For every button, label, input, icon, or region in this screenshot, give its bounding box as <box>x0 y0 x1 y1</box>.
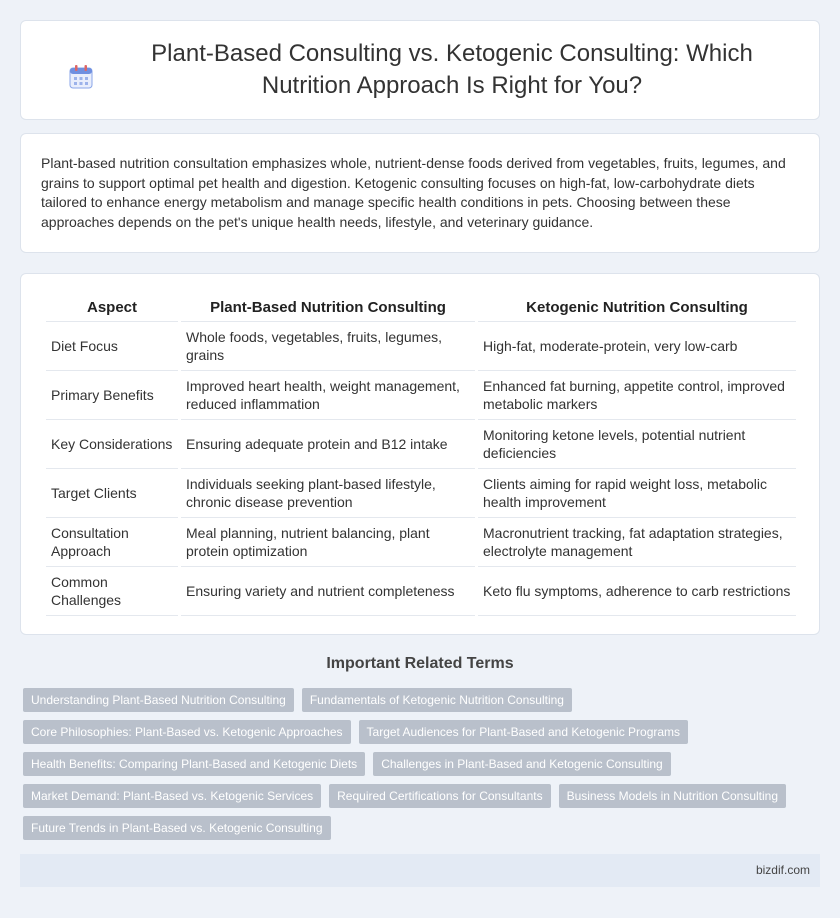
comparison-table-card <box>20 273 820 635</box>
related-term-tag[interactable]: Future Trends in Plant-Based vs. Ketogenic Consulting <box>23 816 331 840</box>
related-term-tag[interactable]: Understanding Plant-Based Nutrition Consulting <box>23 688 294 712</box>
table-cell: Ensuring variety and nutrient completeness <box>181 567 475 616</box>
related-term-tag[interactable]: Business Models in Nutrition Consulting <box>559 784 786 808</box>
table-row <box>46 567 796 616</box>
intro-card <box>20 133 820 253</box>
table-row <box>46 371 796 420</box>
table-row <box>46 469 796 518</box>
table-cell: Common Challenges <box>46 567 178 616</box>
table-cell: Whole foods, vegetables, fruits, legumes, grains <box>181 322 475 371</box>
related-term-tag[interactable]: Fundamentals of Ketogenic Nutrition Consulting <box>302 688 572 712</box>
related-term-tag[interactable]: Market Demand: Plant-Based vs. Ketogenic Services <box>23 784 321 808</box>
column-header: Plant-Based Nutrition Consulting <box>181 296 475 322</box>
table-row <box>46 420 796 469</box>
table-cell: Individuals seeking plant-based lifestyle, chronic disease prevention <box>181 469 475 518</box>
intro-paragraph: Plant-based nutrition consultation emphasizes whole, nutrient-dense foods derived from vegetables, fruits, legumes, and grains to support optimal pet health and digestion. Ketogenic consulting focuses on high-fat, low-carbohydrate diets tailored to enhance energy metabolism and manage specific health conditions in pets. Choosing between these approaches depends on the pet's unique health needs, lifestyle, and veterinary guidance. <box>41 155 786 230</box>
page-title: Plant-Based Consulting vs. Ketogenic Consulting: Which Nutrition Approach Is Right for You? <box>151 40 753 99</box>
related-term-tag[interactable]: Target Audiences for Plant-Based and Ketogenic Programs <box>359 720 689 744</box>
related-terms-list <box>23 688 813 848</box>
table-cell: Key Considerations <box>46 420 178 469</box>
column-header: Ketogenic Nutrition Consulting <box>478 296 796 322</box>
table-cell: Improved heart health, weight management, reduced inflammation <box>181 371 475 420</box>
comparison-table <box>43 296 799 616</box>
header-card <box>20 20 820 120</box>
table-cell: Meal planning, nutrient balancing, plant protein optimization <box>181 518 475 567</box>
related-term-tag[interactable]: Required Certifications for Consultants <box>329 784 550 808</box>
table-row <box>46 322 796 371</box>
table-cell: Macronutrient tracking, fat adaptation strategies, electrolyte management <box>478 518 796 567</box>
table-cell: High-fat, moderate-protein, very low-carb <box>478 322 796 371</box>
footer <box>20 854 820 887</box>
related-term-tag[interactable]: Health Benefits: Comparing Plant-Based and Ketogenic Diets <box>23 752 365 776</box>
related-term-tag[interactable]: Core Philosophies: Plant-Based vs. Ketogenic Approaches <box>23 720 351 744</box>
related-term-tag[interactable]: Challenges in Plant-Based and Ketogenic Consulting <box>373 752 671 776</box>
table-cell: Diet Focus <box>46 322 178 371</box>
footer-site-link[interactable]: bizdif.com <box>755 863 810 877</box>
table-header-row <box>46 296 796 322</box>
table-cell: Consultation Approach <box>46 518 178 567</box>
related-terms-title: Important Related Terms <box>326 655 514 672</box>
table-cell: Primary Benefits <box>46 371 178 420</box>
table-cell: Clients aiming for rapid weight loss, metabolic health improvement <box>478 469 796 518</box>
calendar-icon <box>68 64 94 90</box>
table-cell: Ensuring adequate protein and B12 intake <box>181 420 475 469</box>
table-cell: Target Clients <box>46 469 178 518</box>
table-cell: Enhanced fat burning, appetite control, improved metabolic markers <box>478 371 796 420</box>
table-cell: Keto flu symptoms, adherence to carb restrictions <box>478 567 796 616</box>
table-row <box>46 518 796 567</box>
column-header: Aspect <box>46 296 178 322</box>
table-cell: Monitoring ketone levels, potential nutrient deficiencies <box>478 420 796 469</box>
